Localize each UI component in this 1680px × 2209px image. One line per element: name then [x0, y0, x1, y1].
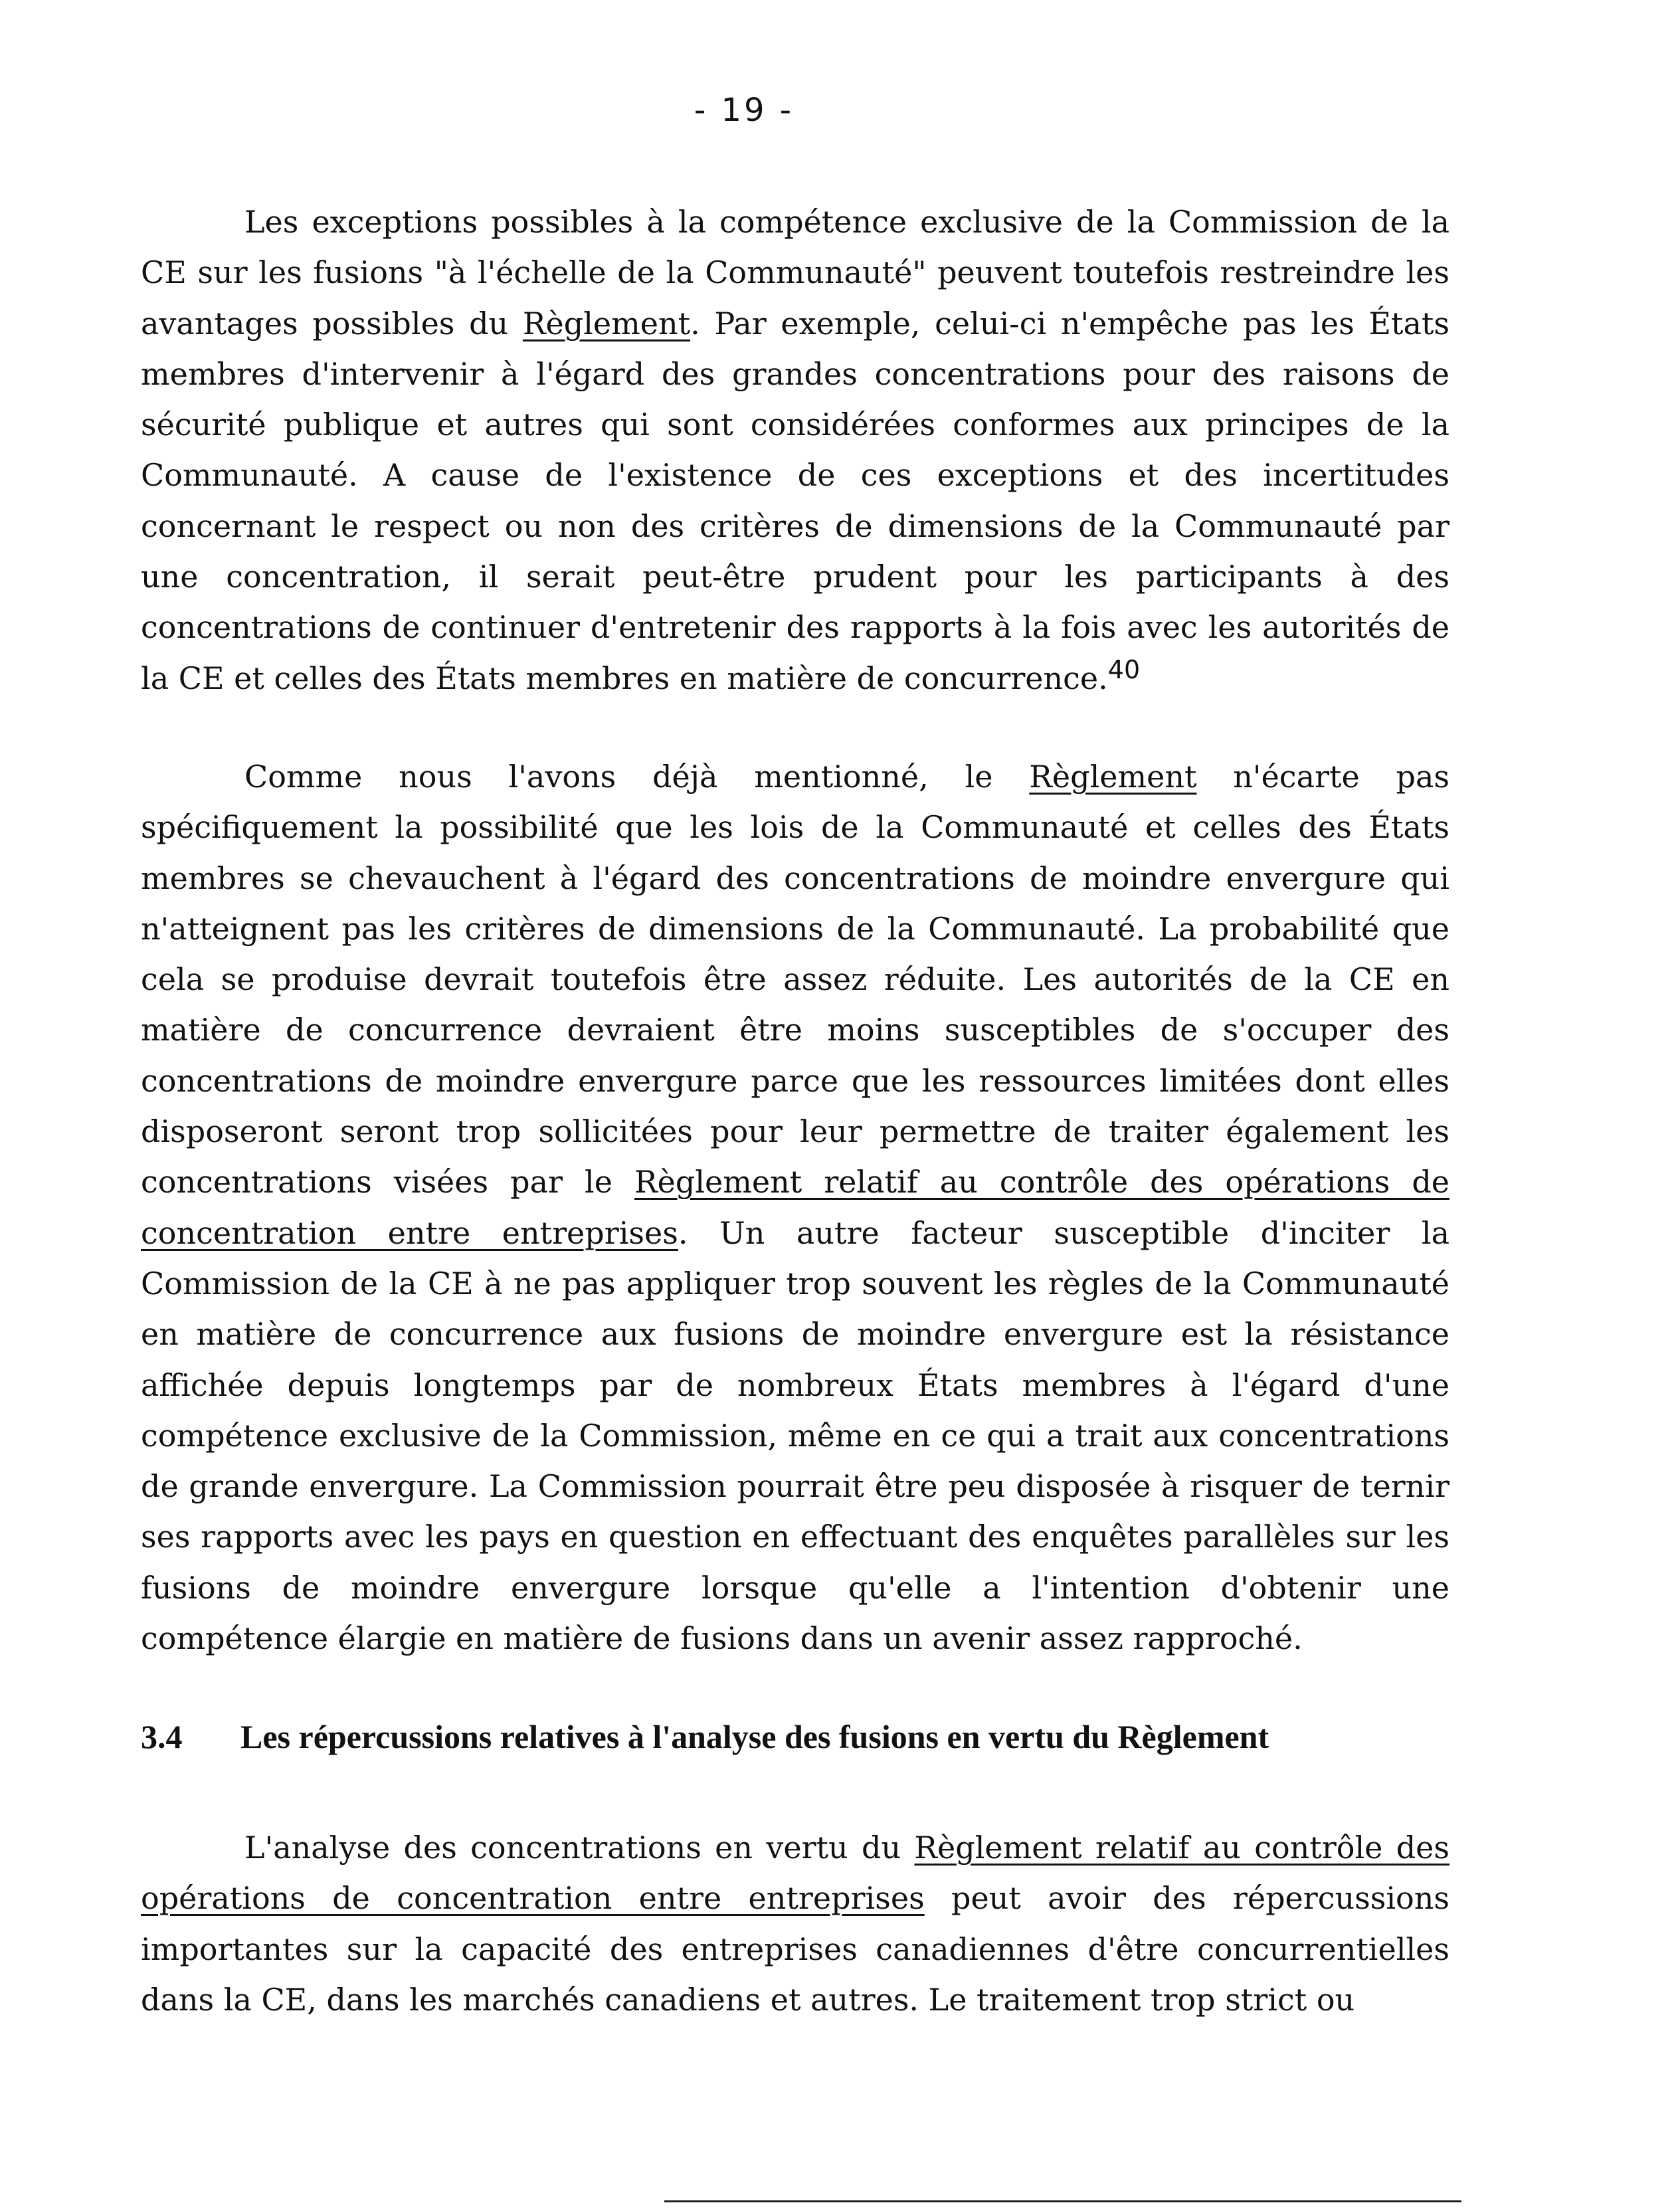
paragraph-text: [141, 751, 1449, 1664]
section-title: Les répercussions relatives à l'analyse des fusions en vertu du Règlement: [240, 1718, 1269, 1755]
paragraph-text-segment: n'écarte pas spécifiquement la possibilité que les lois de la Communauté et celles des États membres se chevauchent à l'égard des concentrations de moindre envergure qui n'atteignent pas les critères de dimensions de la Communauté. La probabilité que cela se produise devrait toutefois être assez réduite. Les autorités de la CE en matière de concurrence devraient être moins susceptibles de s'occuper des concentrations de moindre envergure parce que les ressources limitées dont elles disposeront seront trop sollicitées pour leur permettre de traiter également les concentrations visées par le: [141, 759, 1449, 1201]
page-number: - 19 -: [694, 92, 794, 129]
bottom-divider: [664, 2200, 1461, 2202]
paragraph-text: [141, 1822, 1449, 2025]
paragraph-text-segment: L'analyse des concentrations en vertu du: [244, 1830, 915, 1866]
paragraph-text: [141, 197, 1449, 704]
reglement-full-title-reference: Règlement relatif au contrôle des opérations de concentration entre entreprises: [141, 1164, 1449, 1251]
paragraph-overlap: [141, 751, 1449, 1664]
reglement-full-title-reference: Règlement relatif au contrôle des opérations de concentration entre entreprises: [141, 1830, 1450, 1917]
paragraph-exceptions: [141, 197, 1449, 704]
reglement-reference: Règlement: [522, 305, 691, 341]
paragraph-analysis: [141, 1822, 1449, 2025]
paragraph-text-segment: Les exceptions possibles à la compétence exclusive de la Commission de la CE sur les fusions "à l'échelle de la Communauté" peuvent toutefois restreindre les avantages possibles du: [141, 204, 1449, 341]
reglement-reference: Règlement: [1029, 759, 1197, 795]
paragraph-text-segment: Comme nous l'avons déjà mentionné, le: [244, 759, 1030, 795]
paragraph-text-segment: peut avoir des répercussions importantes sur la capacité des entreprises canadiennes d'être concurrentielles dans la CE, dans les marchés canadiens et autres. Le traitement trop strict ou: [141, 1880, 1449, 2018]
section-heading: [141, 1717, 1469, 1756]
section-number: 3.4: [141, 1718, 183, 1755]
paragraph-text-segment: . Un autre facteur susceptible d'inciter la Commission de la CE à ne pas appliquer trop souvent les règles de la Communauté en matière de concurrence aux fusions de moindre envergure est la résistance affichée depuis longtemps par de nombreux États membres à l'égard d'une compétence exclusive de la Commission, même en ce qui a trait aux concentrations de grande envergure. La Commission pourrait être peu disposée à risquer de ternir ses rapports avec les pays en question en effectuant des enquêtes parallèles sur les fusions de moindre envergure lorsque qu'elle a l'intention d'obtenir une compétence élargie en matière de fusions dans un avenir assez rapproché.: [141, 1214, 1450, 1657]
paragraph-text-segment: . Par exemple, celui-ci n'empêche pas les États membres d'intervenir à l'égard des grandes concentrations pour des raisons de sécurité publique et autres qui sont considérées conformes aux principes de la Communauté. A cause de l'existence de ces exceptions et des incertitudes concernant le respect ou non des critères de dimensions de la Communauté par une concentration, il serait peut-être prudent pour les participants à des concentrations de continuer d'entretenir des rapports à la fois avec les autorités de la CE et celles des États membres en matière de concurrence.: [141, 305, 1449, 696]
footnote-marker: 40: [1107, 654, 1141, 684]
